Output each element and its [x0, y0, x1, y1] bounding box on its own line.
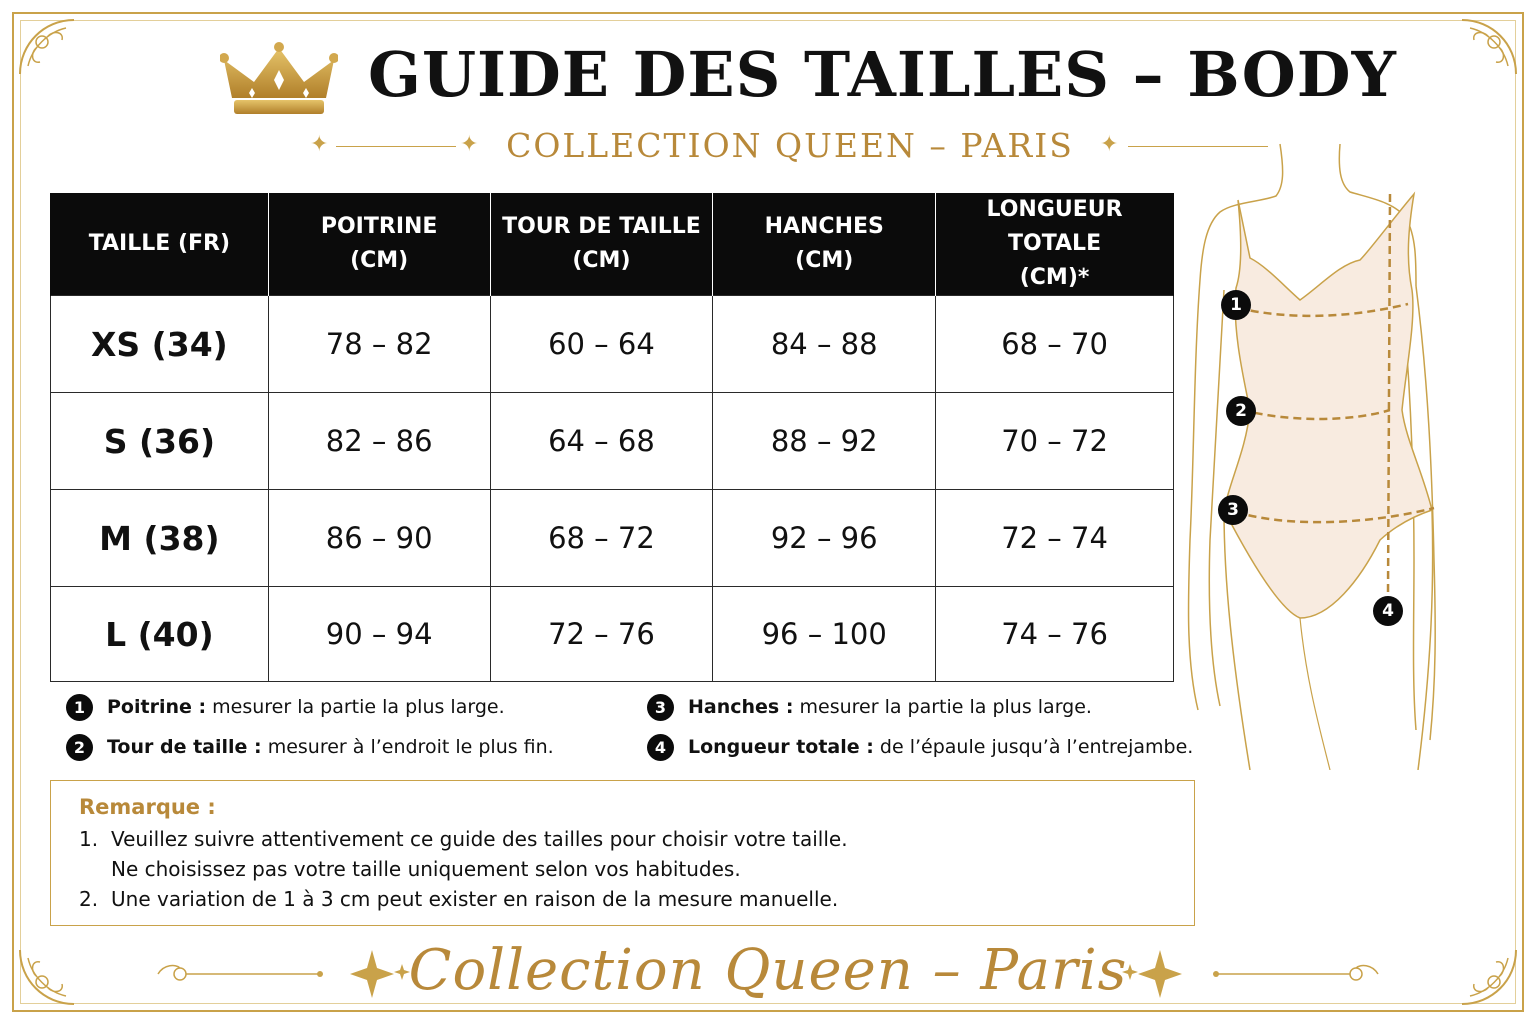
legend-description: mesurer la partie la plus large.	[206, 696, 505, 718]
table-cell: 78 – 82	[268, 296, 490, 393]
table-cell: 68 – 72	[490, 490, 713, 587]
corner-ornament-icon	[14, 14, 84, 84]
remark-line: Ne choisissez pas votre taille uniquement selon vos habitudes.	[111, 857, 741, 881]
legend-item-length	[647, 734, 1193, 761]
col-header-chest: POITRINE (CM)	[268, 193, 490, 296]
table-cell: 92 – 96	[713, 490, 936, 587]
crown-icon	[220, 42, 338, 122]
table-cell: 86 – 90	[268, 490, 490, 587]
remark-line: 2. Une variation de 1 à 3 cm peut exister en raison de la mesure manuelle.	[79, 887, 839, 911]
table-row	[51, 490, 1174, 587]
table-row	[51, 296, 1174, 393]
legend-item-chest	[66, 694, 505, 721]
remark-box	[50, 780, 1195, 926]
header	[220, 36, 1397, 126]
col-header-hips: HANCHES (CM)	[713, 193, 936, 296]
sparkle-icon: ✦	[1100, 132, 1119, 157]
table-row	[51, 587, 1174, 682]
table-row	[51, 393, 1174, 490]
sparkle-icon: ✦	[460, 132, 479, 157]
table-cell: 70 – 72	[936, 393, 1174, 490]
table-cell: 96 – 100	[713, 587, 936, 682]
table-cell: 74 – 76	[936, 587, 1174, 682]
footer-signature: Collection Queen – Paris	[408, 938, 1128, 1003]
legend-description: de l’épaule jusqu’à l’entrejambe.	[873, 736, 1194, 758]
col-header-waist: TOUR DE TAILLE (CM)	[490, 193, 713, 296]
remark-title: Remarque :	[79, 795, 216, 819]
table-cell: 64 – 68	[490, 393, 713, 490]
legend-number-badge: 2	[66, 734, 93, 761]
table-cell: 84 – 88	[713, 296, 936, 393]
table-cell: 68 – 70	[936, 296, 1174, 393]
legend-term: Tour de taille :	[107, 736, 262, 758]
legend-number-badge: 1	[66, 694, 93, 721]
size-cell: S (36)	[51, 393, 269, 490]
page-title: GUIDE DES TAILLES – BODY	[368, 38, 1397, 111]
legend-number-badge: 3	[647, 694, 674, 721]
measure-marker-2: 2	[1226, 396, 1256, 426]
table-cell: 88 – 92	[713, 393, 936, 490]
legend-description: mesurer à l’endroit le plus fin.	[261, 736, 554, 758]
col-header-length: LONGUEUR TOTALE (CM)*	[936, 193, 1174, 296]
corner-ornament-icon	[14, 940, 84, 1010]
legend-item-hips	[647, 694, 1092, 721]
sparkle-icon: ✦	[310, 132, 329, 157]
legend-description: mesurer la partie la plus large.	[793, 696, 1092, 718]
measure-marker-1: 1	[1221, 290, 1251, 320]
bodysuit-figure-icon	[1180, 140, 1440, 770]
legend-term: Longueur totale :	[688, 736, 874, 758]
col-header-size: TAILLE (FR)	[51, 193, 269, 296]
footer	[150, 934, 1386, 1014]
corner-ornament-icon	[1452, 940, 1522, 1010]
table-header-row	[51, 193, 1174, 296]
table-cell: 82 – 86	[268, 393, 490, 490]
size-cell: M (38)	[51, 490, 269, 587]
subtitle-row	[300, 122, 1280, 170]
legend-number-badge: 4	[647, 734, 674, 761]
table-cell: 72 – 74	[936, 490, 1174, 587]
table-cell: 72 – 76	[490, 587, 713, 682]
size-table	[50, 193, 1174, 682]
table-cell: 90 – 94	[268, 587, 490, 682]
body-figure-illustration	[1180, 140, 1440, 770]
size-cell: L (40)	[51, 587, 269, 682]
measure-marker-4: 4	[1373, 596, 1403, 626]
corner-ornament-icon	[1452, 14, 1522, 84]
legend-term: Hanches :	[688, 696, 794, 718]
measure-marker-3: 3	[1218, 495, 1248, 525]
table-cell: 60 – 64	[490, 296, 713, 393]
legend-item-waist	[66, 734, 554, 761]
size-cell: XS (34)	[51, 296, 269, 393]
page-subtitle: COLLECTION QUEEN – PARIS	[506, 126, 1074, 165]
remark-line: 1. Veuillez suivre attentivement ce guide des tailles pour choisir votre taille.	[79, 827, 848, 851]
legend-term: Poitrine :	[107, 696, 207, 718]
